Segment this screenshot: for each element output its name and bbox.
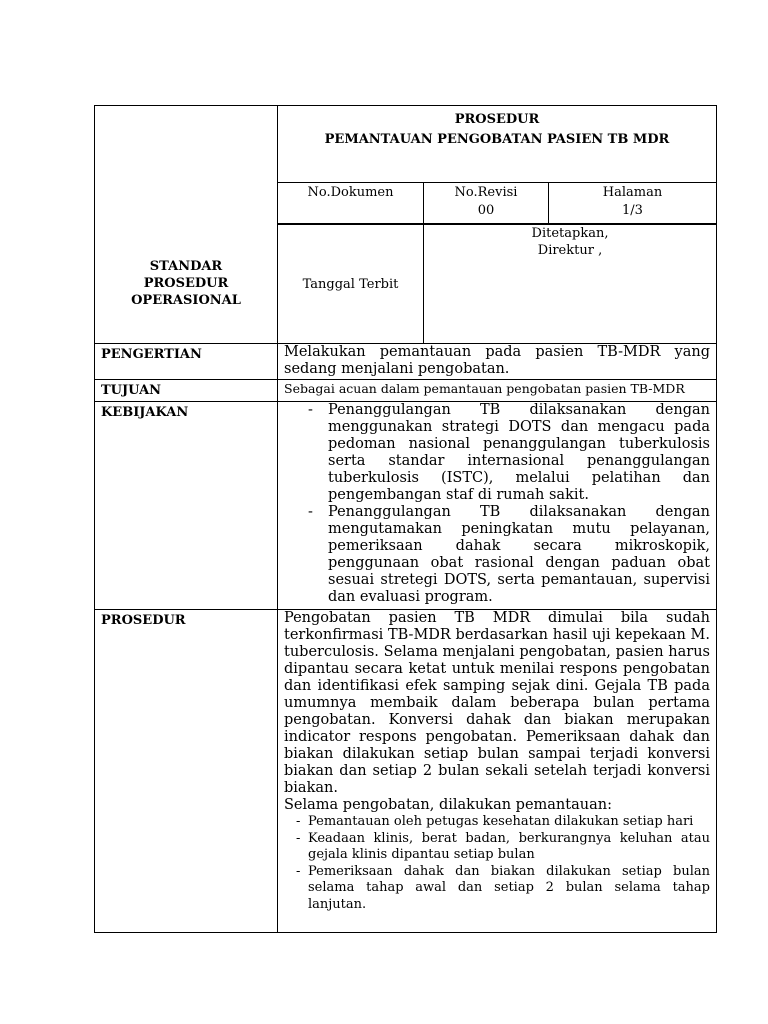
prosedur-item-1: Pemantauan oleh petugas kesehatan dilakukan setiap hari (308, 814, 694, 829)
kebijakan-list (284, 402, 710, 606)
list-item (284, 504, 710, 606)
prosedur-content (278, 610, 717, 933)
list-item (284, 831, 710, 864)
sop-label-line-3: OPERASIONAL (131, 293, 241, 309)
no-revisi-value: 00 (477, 203, 495, 218)
dash-mark: - (296, 830, 301, 846)
tanggal-terbit-label: Tanggal Terbit (278, 225, 424, 344)
sop-label-line-1: STANDAR (149, 259, 223, 275)
halaman-cell (549, 183, 717, 224)
no-revisi-cell (424, 183, 549, 224)
dash-mark: - (296, 863, 301, 879)
no-revisi-label: No.Revisi (454, 185, 518, 200)
title-line-1: PROSEDUR (454, 112, 540, 127)
dash-mark: - (308, 402, 313, 418)
dash-mark: - (308, 504, 313, 520)
kebijakan-label: KEBIJAKAN (95, 402, 278, 610)
prosedur-item-2: Keadaan klinis, berat badan, berkurangnya keluhan atau gejala klinis dipantau setiap bulan (308, 830, 710, 862)
list-item (284, 864, 710, 914)
logo-cell (95, 106, 278, 225)
no-dokumen-cell (278, 183, 424, 224)
kebijakan-content (278, 402, 717, 610)
list-item (284, 814, 710, 831)
no-dokumen-label: No.Dokumen (307, 185, 394, 200)
prosedur-item-3: Pemeriksaan dahak dan biakan dilakukan setiap bulan selama tahap awal dan setiap 2 bulan selama tahap lanjutan. (308, 863, 710, 912)
prosedur-list (284, 814, 710, 913)
tujuan-text: Sebagai acuan dalam pemantauan pengobatan pasien TB-MDR (278, 380, 717, 402)
sop-label (95, 225, 278, 344)
sop-document (94, 105, 716, 933)
pengertian-text: Melakukan pemantauan pada pasien TB-MDR yang sedang menjalani pengobatan. (278, 344, 717, 380)
ditetapkan-cell (424, 225, 717, 344)
dash-mark: - (296, 814, 301, 829)
prosedur-paragraph: Pengobatan pasien TB MDR dimulai bila sudah terkonfirmasi TB-MDR berdasarkan hasil uji kepekaan M. tuberculosis. Selama menjalani pengobatan, pasien harus dipantau secara ketat untuk menilai respons pengobatan dan identifikasi efek samping sejak dini. Gejala TB pada umumnya membaik dalam beberapa bulan pertama pengobatan. Konversi dahak dan biakan merupakan indicator respons pengobatan. Pemeriksaan dahak dan biakan dilakukan setiap bulan sampai terjadi konversi biakan dan setiap 2 bulan sekali setelah terjadi konversi biakan. (284, 610, 710, 796)
kebijakan-item-1: Penanggulangan TB dilaksanakan dengan menggunakan strategi DOTS dan mengacu pada pedoman nasional penanggulangan tuberkulosis serta standar internasional penanggulangan tuberkulosis (ISTC), melalui pelatihan dan pengembangan staf di rumah sakit. (328, 402, 710, 503)
title-line-2: PEMANTAUAN PENGOBATAN PASIEN TB MDR (324, 132, 670, 147)
ditetapkan-line-1: Ditetapkan, (531, 226, 609, 241)
document-title (278, 106, 717, 183)
prosedur-intro: Selama pengobatan, dilakukan pemantauan: (284, 797, 612, 813)
kebijakan-item-2: Penanggulangan TB dilaksanakan dengan mengutamakan peningkatan mutu pelayanan, pemeriksaan dahak secara mikroskopik, penggunaan obat rasional dengan paduan obat sesuai stretegi DOTS, serta pemantauan, supervisi dan evaluasi program. (328, 504, 710, 605)
list-item (284, 402, 710, 504)
halaman-label: Halaman (602, 185, 663, 200)
sop-table (94, 105, 717, 933)
tujuan-label: TUJUAN (95, 380, 278, 402)
ditetapkan-line-2: Direktur , (537, 243, 603, 258)
pengertian-label: PENGERTIAN (95, 344, 278, 380)
halaman-value: 1/3 (622, 203, 643, 218)
sop-label-line-2: PROSEDUR (143, 276, 229, 292)
prosedur-label: PROSEDUR (95, 610, 278, 933)
